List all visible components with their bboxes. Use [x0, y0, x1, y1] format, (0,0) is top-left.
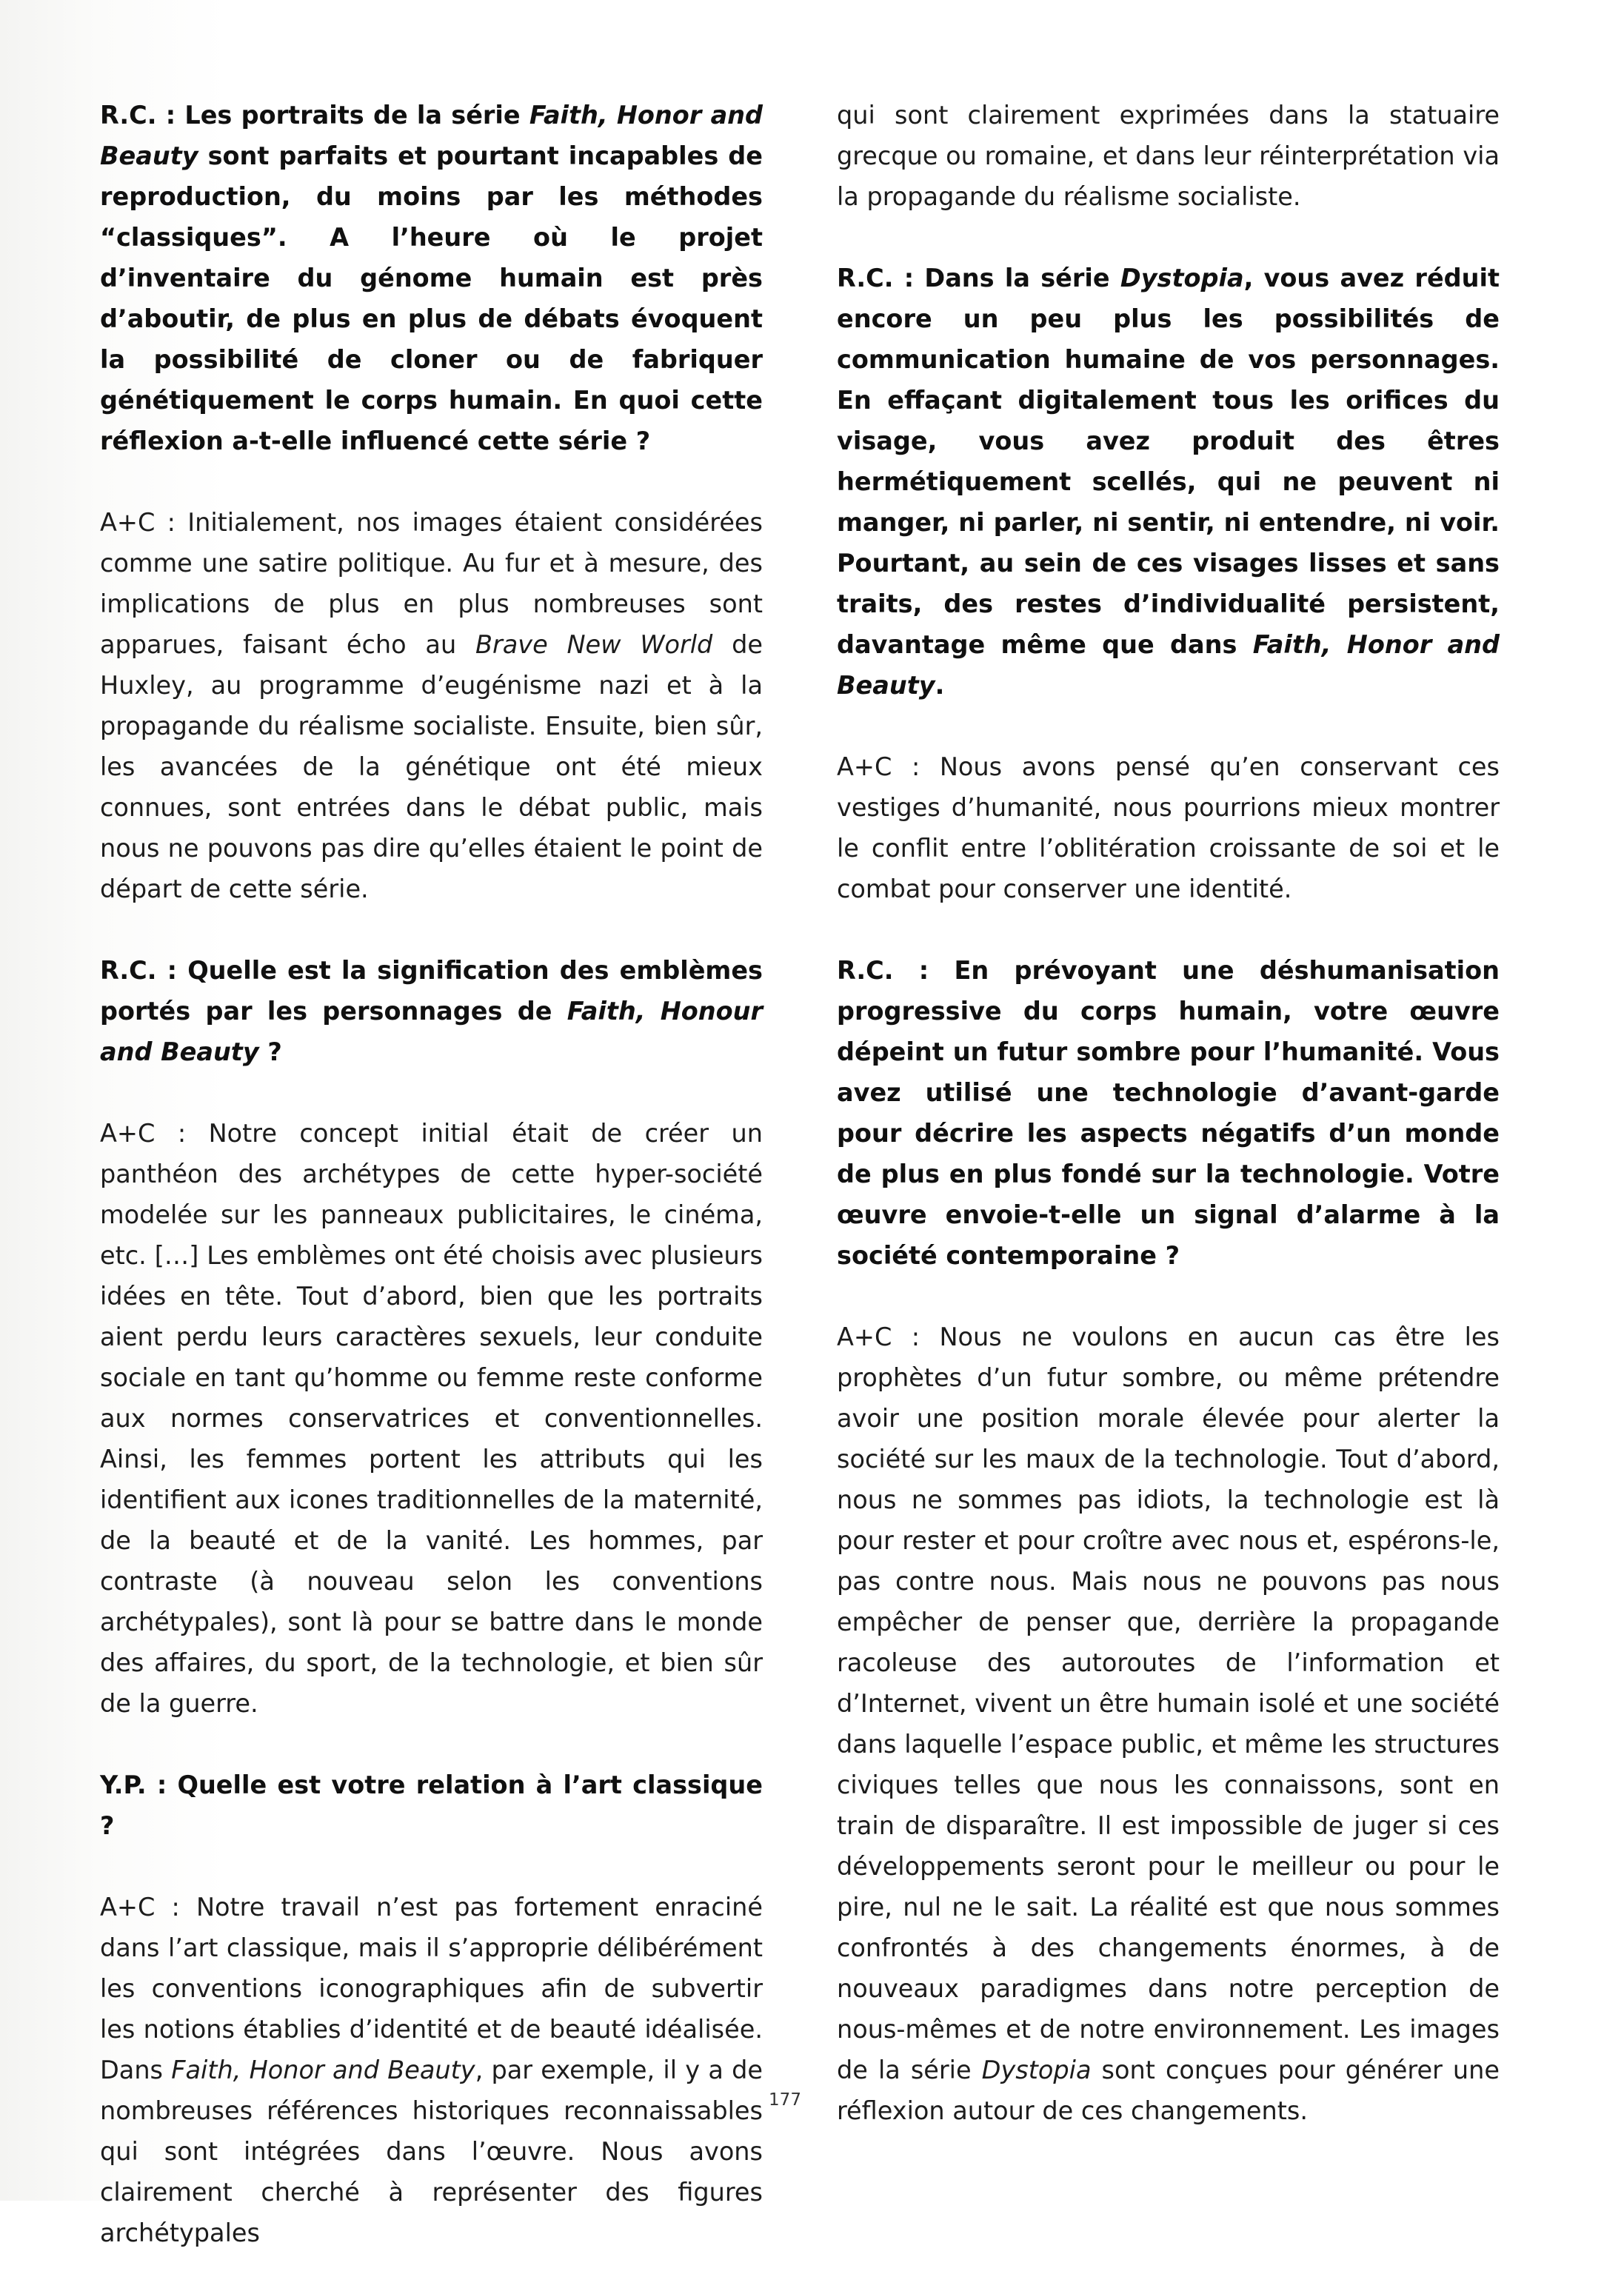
text-segment: Nous ne voulons en aucun cas être les prophètes d’un futur sombre, ou même prétendre avoir une position morale élevée pour alerter la société sur les maux de la technologie. Tout d’abord, nous ne sommes pas idiots, la technologie est là pour rester et pour croître avec nous et, espérons-le, pas contre nous. Mais nous ne pouvons pas nous empêcher de penser que, derrière la propagande racoleuse des autoroutes de l’information et d’Internet, vivent un être humain isolé et une société dans laquelle l’espace public, et même les structures civiques telles que nous les connaissons, sont en train de disparaître. Il est impossible de juger si ces développements seront pour le meilleur ou pour le pire, nul ne le sait. La réalité est que nous sommes confrontés à des changements énormes, à de nouveaux paradigmes dans notre perception de nous-mêmes et de notre environnement. Les images de la série	[837, 1322, 1500, 2084]
speaker-label: Y.P. :	[100, 1770, 167, 1799]
text-segment: , vous avez réduit encore un peu plus les possibilités de communication humaine de vos personnages. En effaçant digitalement tous les orifices du visage, vous avez produit des êtres hermétiquement scellés, qui ne peuvent ni manger, ni parler, ni sentir, ni entendre, ni voir. Pourtant, au sein de ces visages lisses et sans traits, des restes d’individualité persistent, davantage même que dans	[837, 264, 1500, 659]
text-segment: , par exemple, il y a de nombreuses références historiques reconnaissables qui sont intégrées dans l’œuvre. Nous avons clairement cherché à représenter des figures archétypales	[100, 2056, 763, 2247]
interview-question	[100, 950, 763, 1072]
interview-question	[100, 95, 763, 461]
text-segment: Nous avons pensé qu’en conservant ces vestiges d’humanité, nous pourrions mieux montrer le conflit entre l’oblitération croissante de soi et le combat pour conserver une identité.	[837, 752, 1500, 903]
interview-answer	[100, 502, 763, 909]
text-segment: Notre concept initial était de créer un panthéon des archétypes de cette hyper-société modelée sur les panneaux publicitaires, le cinéma, etc. […] Les emblèmes ont été choisis avec plusieurs idées en tête. Tout d’abord, bien que les portraits aient perdu leurs caractères sexuels, leur conduite sociale en tant qu’homme ou femme reste conforme aux normes conservatrices et conventionnelles. Ainsi, les femmes portent les attributs qui les identifient aux icones traditionnelles de la maternité, de la beauté et de la vanité. Les hommes, par contraste (à nouveau selon les conventions archétypales), sont là pour se battre dans le monde des affaires, du sport, de la technologie, et bien sûr de la guerre.	[100, 1119, 763, 1718]
text-segment: sont parfaits et pourtant incapables de reproduction, du moins par les méthodes “classiques”. A l’heure où le projet d’inventaire du génome humain est près d’aboutir, de plus en plus de débats évoquent la possibilité de cloner ou de fabriquer génétiquement le corps humain. En quoi cette réflexion a-t-elle influencé cette série ?	[100, 141, 763, 455]
interview-question	[100, 1765, 763, 1846]
italic-title: Dystopia	[981, 2056, 1092, 2084]
text-segment: Quelle est votre relation à l’art classique ?	[100, 1770, 763, 1840]
text-segment: qui sont clairement exprimées dans la statuaire grecque ou romaine, et dans leur réinterprétation via la propagande du réalisme socialiste.	[837, 101, 1500, 211]
speaker-label: R.C. :	[100, 956, 178, 985]
speaker-label: A+C :	[100, 1893, 180, 1922]
speaker-label: A+C :	[100, 1119, 187, 1148]
italic-title: Faith, Honor and Beauty	[171, 2056, 475, 2084]
text-segment: sont conçues pour générer une réflexion autour de ces changements.	[837, 2056, 1500, 2125]
interview-question	[837, 950, 1500, 1276]
text-segment: ?	[258, 1037, 282, 1066]
text-segment: Dans la série	[914, 264, 1120, 292]
speaker-label: A+C :	[837, 752, 920, 781]
interview-question	[837, 258, 1500, 706]
speaker-label: R.C. :	[837, 956, 929, 985]
interview-answer	[100, 1887, 763, 2253]
right-text-column	[837, 95, 1500, 2172]
text-segment: En prévoyant une déshumanisation progressive du corps humain, votre œuvre dépeint un futur sombre pour l’humanité. Vous avez utilisé une technologie d’avant-garde pour décrire les aspects négatifs d’un monde de plus en plus fondé sur la technologie. Votre œuvre envoie-t-elle un signal d’alarme à la société contemporaine ?	[837, 956, 1500, 1270]
text-segment: Notre travail n’est pas fortement enraciné dans l’art classique, mais il s’approprie délibérément les conventions iconographiques afin de subvertir les notions établies d’identité et de beauté idéalisée. Dans	[100, 1893, 763, 2084]
text-segment: Quelle est la signification des emblèmes portés par les personnages de	[100, 956, 763, 1026]
speaker-label: A+C :	[100, 508, 176, 537]
text-segment: Les portraits de la série	[176, 101, 529, 130]
speaker-label: A+C :	[837, 1322, 920, 1351]
italic-title: Faith, Honor and Beauty	[100, 101, 763, 170]
speaker-label: R.C. :	[837, 264, 915, 292]
interview-answer	[837, 95, 1500, 217]
interview-answer	[100, 1113, 763, 1724]
speaker-label: R.C. :	[100, 101, 176, 130]
interview-answer	[837, 1317, 1500, 2131]
text-segment: de Huxley, au programme d’eugénisme nazi et à la propagande du réalisme socialiste. Ensuite, bien sûr, les avancées de la génétique ont été mieux connues, sont entrées dans le débat public, mais nous ne pouvons pas dire qu’elles étaient le point de départ de cette série.	[100, 630, 763, 903]
italic-title: Faith, Honor and Beauty	[837, 630, 1500, 700]
left-text-column	[100, 95, 763, 2294]
italic-title: Dystopia	[1120, 264, 1244, 292]
italic-title: Faith, Honour and Beauty	[100, 997, 763, 1066]
italic-title: Brave New World	[475, 630, 713, 659]
text-segment: .	[935, 671, 945, 700]
text-segment: Initialement, nos images étaient considérées comme une satire politique. Au fur et à mesure, des implications de plus en plus nombreuses sont apparues, faisant écho au	[100, 508, 763, 659]
page-number: 177	[769, 2090, 801, 2110]
interview-answer	[837, 746, 1500, 909]
